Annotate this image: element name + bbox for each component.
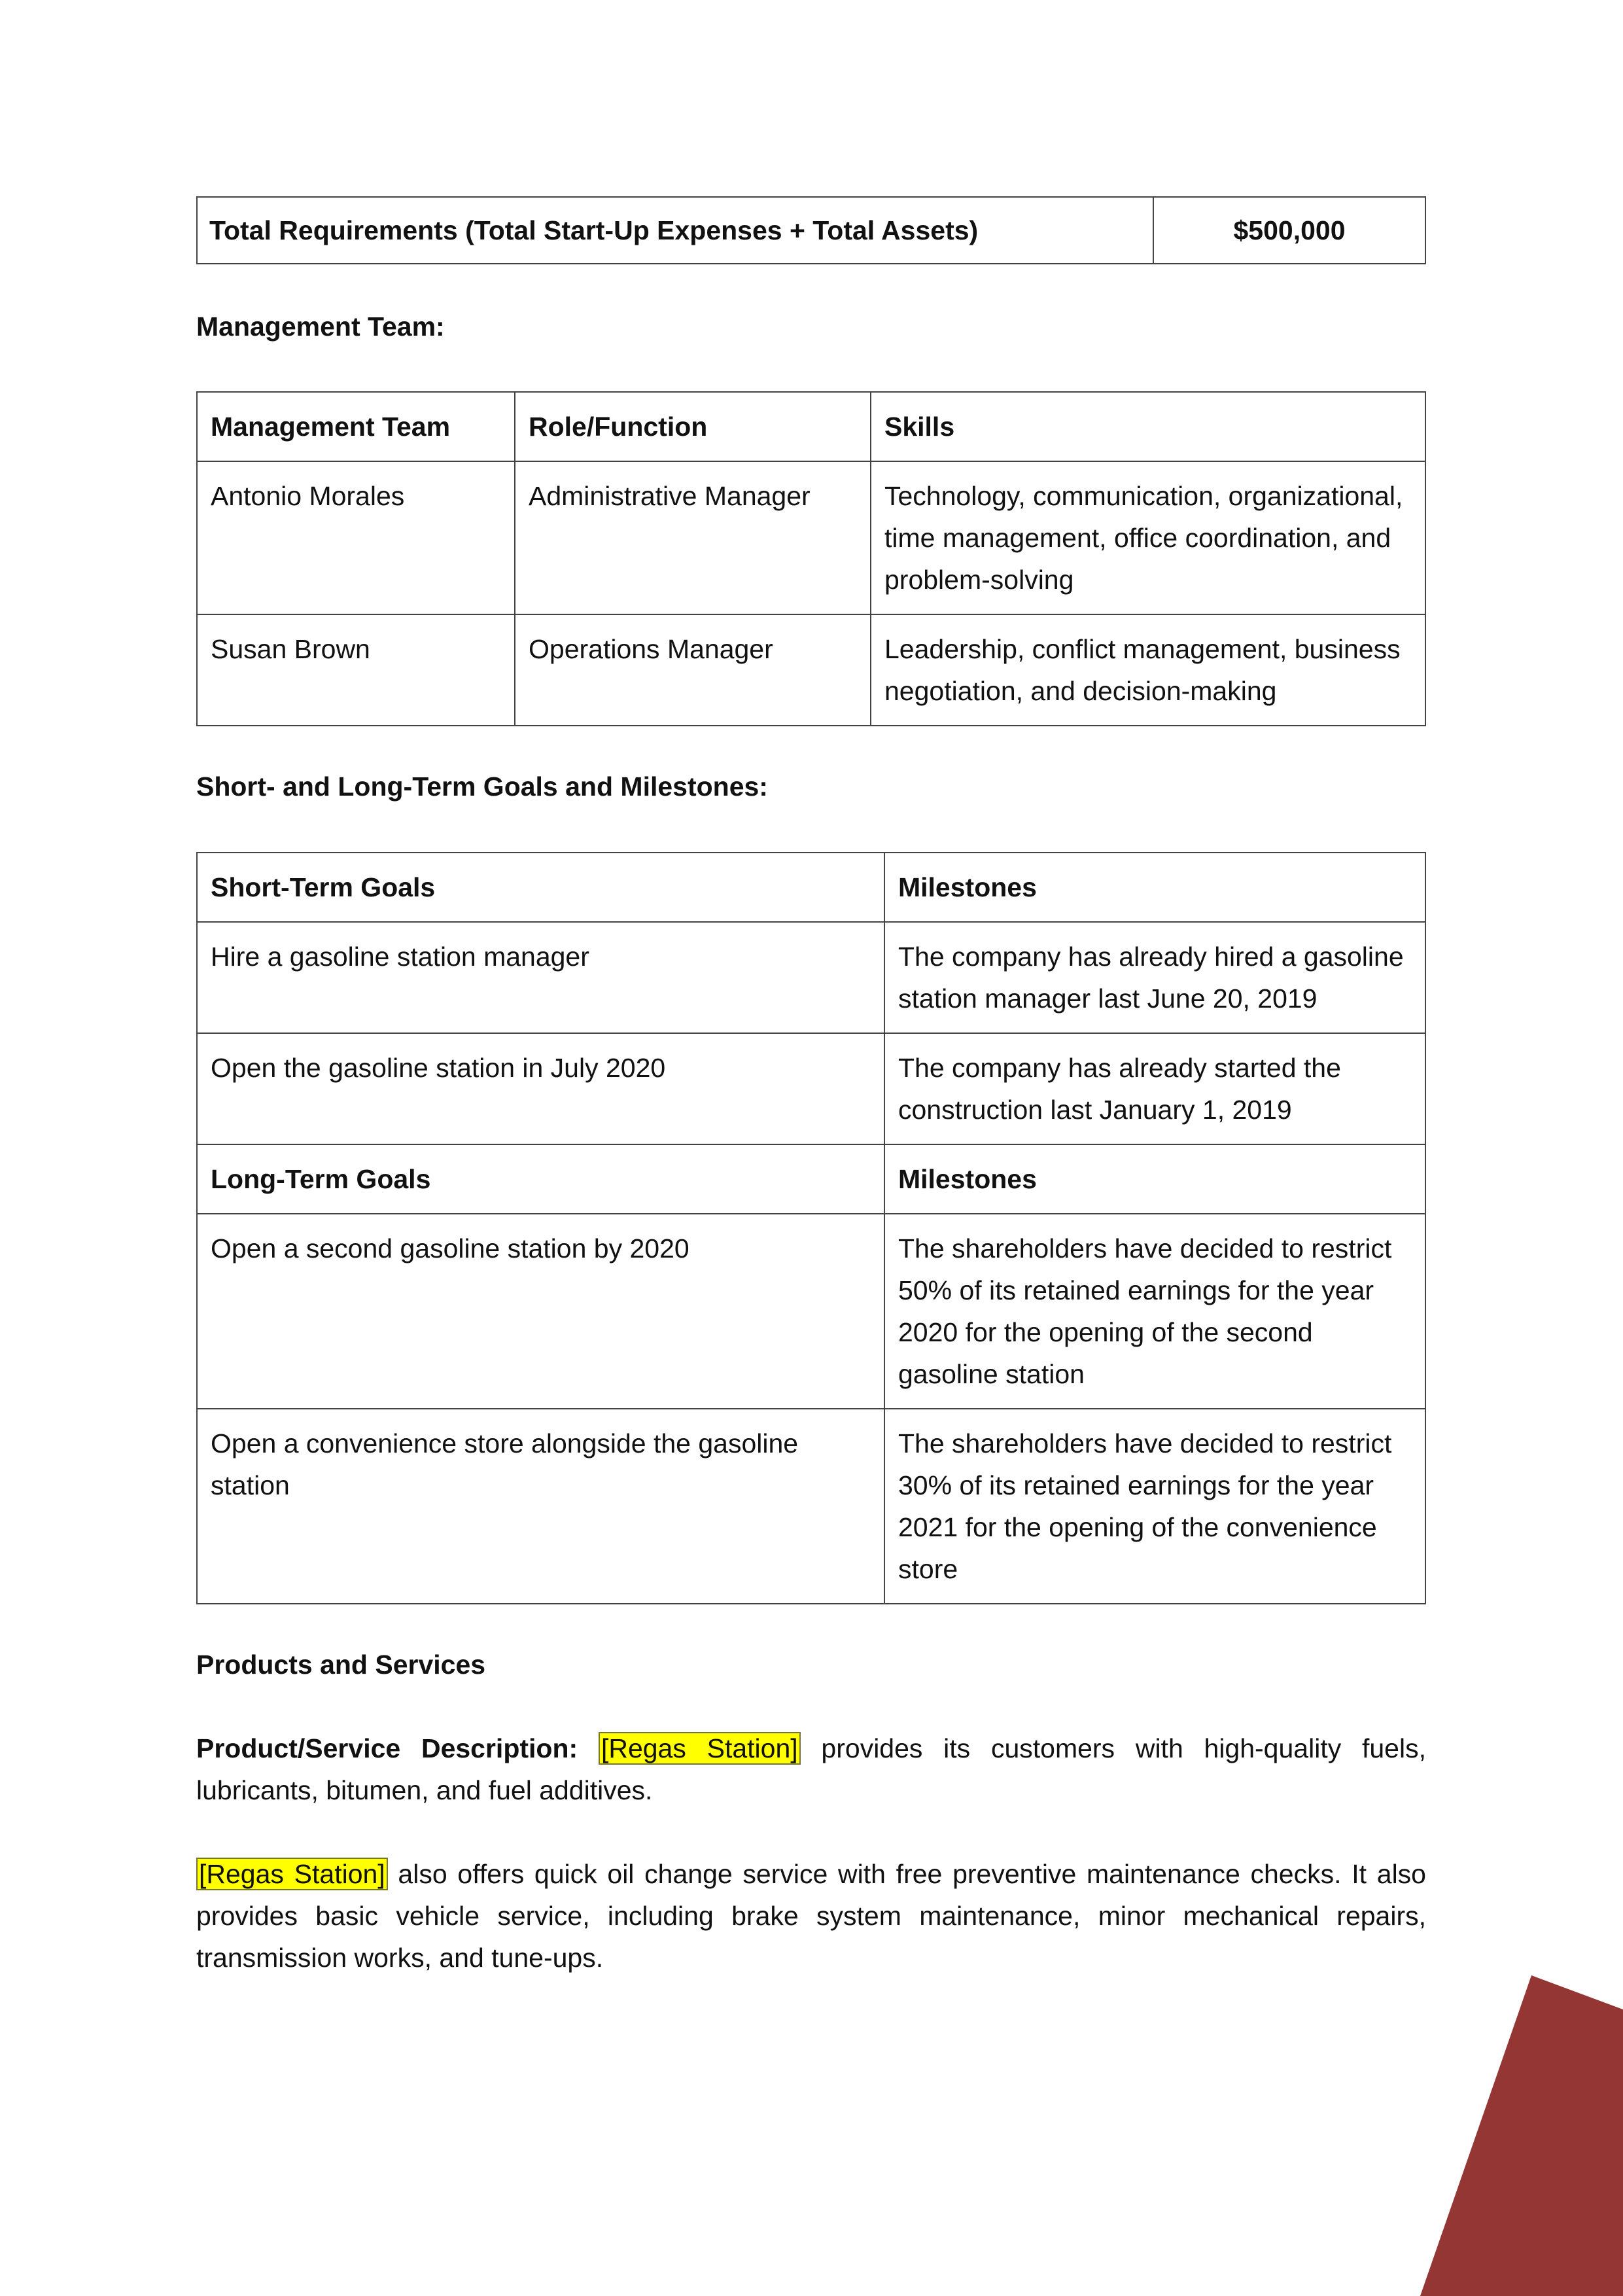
goal-text: Open a convenience store alongside the gasoline station: [197, 1409, 884, 1604]
column-header: Milestones: [884, 853, 1425, 922]
products-heading: Products and Services: [196, 1650, 486, 1680]
goals-table: [196, 852, 1426, 1604]
column-header: Role/Function: [515, 392, 871, 461]
column-header: Management Team: [197, 392, 515, 461]
product-description-paragraph: [196, 1727, 1426, 1811]
corner-decoration: [1420, 1975, 1623, 2296]
table-row: [197, 922, 1425, 1033]
total-requirements-table: [196, 196, 1426, 264]
product-description-label: Product/Service Description:: [196, 1733, 578, 1763]
milestone-text: The company has already hired a gasoline station manager last June 20, 2019: [884, 922, 1425, 1033]
goals-heading: Short- and Long-Term Goals and Milestones:: [196, 771, 768, 802]
product-description-text: provides its customers with high-quality fuels, lubricants, bitumen, and fuel additives.: [196, 1733, 1426, 1805]
total-requirements-amount: $500,000: [1153, 197, 1425, 264]
company-placeholder: [Regas Station]: [599, 1732, 801, 1765]
table-row: [197, 614, 1425, 726]
goal-text: Open the gasoline station in July 2020: [197, 1033, 884, 1144]
table-row: [197, 461, 1425, 614]
management-heading: Management Team:: [196, 311, 445, 342]
member-skills: Leadership, conflict management, business negotiation, and decision-making: [871, 614, 1425, 726]
page-content: [196, 196, 1426, 1979]
goal-text: Open a second gasoline station by 2020: [197, 1214, 884, 1409]
table-header-row: [197, 1144, 1425, 1214]
milestone-text: The company has already started the construction last January 1, 2019: [884, 1033, 1425, 1144]
goal-text: Hire a gasoline station manager: [197, 922, 884, 1033]
total-requirements-label: Total Requirements (Total Start-Up Expenses + Total Assets): [197, 197, 1153, 264]
column-header: Long-Term Goals: [197, 1144, 884, 1214]
table-header-row: [197, 392, 1425, 461]
table-row: [197, 197, 1425, 264]
management-table: [196, 391, 1426, 726]
table-row: [197, 1409, 1425, 1604]
member-skills: Technology, communication, organizational, time management, office coordination, and problem-solving: [871, 461, 1425, 614]
services-paragraph: [196, 1853, 1426, 1979]
milestone-text: The shareholders have decided to restrict 30% of its retained earnings for the year 2021 for the opening of the convenience store: [884, 1409, 1425, 1604]
table-row: [197, 1214, 1425, 1409]
services-text: also offers quick oil change service with free preventive maintenance checks. It also provides basic vehicle service, including brake system maintenance, minor mechanical repairs, transmission works, and tune-ups.: [196, 1859, 1426, 1973]
member-role: Operations Manager: [515, 614, 871, 726]
member-name: Antonio Morales: [197, 461, 515, 614]
column-header: Skills: [871, 392, 1425, 461]
milestone-text: The shareholders have decided to restrict 50% of its retained earnings for the year 2020 for the opening of the second gasoline station: [884, 1214, 1425, 1409]
column-header: Milestones: [884, 1144, 1425, 1214]
table-header-row: [197, 853, 1425, 922]
member-name: Susan Brown: [197, 614, 515, 726]
member-role: Administrative Manager: [515, 461, 871, 614]
column-header: Short-Term Goals: [197, 853, 884, 922]
corner-triangle: [1420, 1975, 1623, 2296]
company-placeholder: [Regas Station]: [196, 1858, 388, 1890]
table-row: [197, 1033, 1425, 1144]
